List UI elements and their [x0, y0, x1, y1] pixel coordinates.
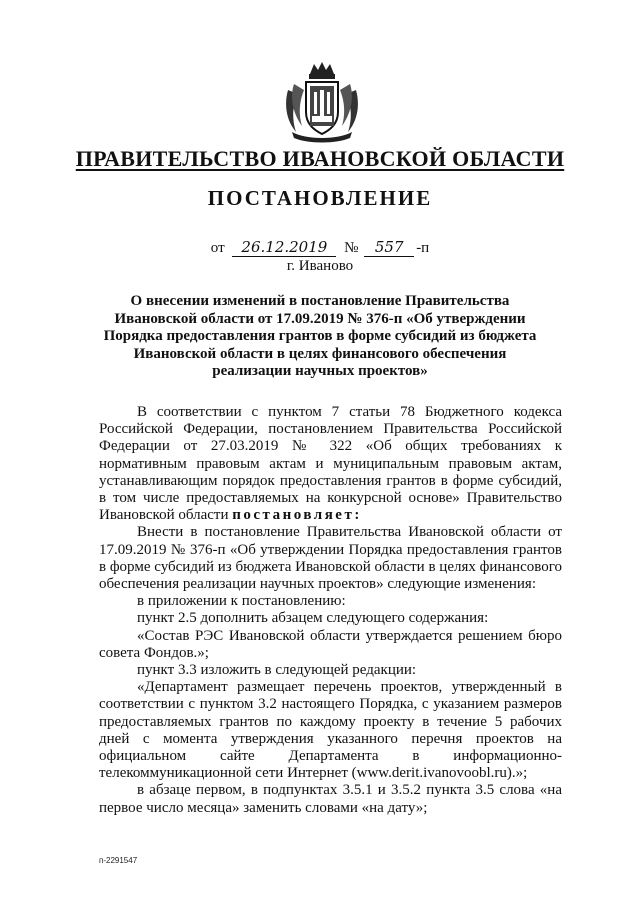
body-paragraph: пункт 3.3 изложить в следующей редакции: — [137, 662, 417, 679]
preamble-text: В соответствии с пунктом 7 статьи 78 Бюджетного кодекса Российской Федерации, постановлением Правительства Российской Федерации от 27.03.2019 № 322 «Об общих требованиях к нормативным правовым актам и муниципальным правовым актам, устанавливающим порядок предоставления грантов в форме субсидий, в том числе предоставляемых на конкурсной основе» Правительство Ивановской области — [99, 404, 562, 524]
body-paragraph: Внести в постановление Правительства Ивановской области от 17.09.2019 № 376-п «Об утверждении Порядка предоставления грантов в форме субсидий из бюджета Ивановской области в целях финансового обеспечения реализации научных проектов» следующие изменения: — [99, 524, 562, 593]
number-label: № — [344, 240, 359, 256]
subject-line: О внесении изменений в постановление Правительства — [130, 293, 510, 309]
subject-line: реализации научных проектов» — [212, 363, 428, 379]
date-number-line — [0, 238, 640, 257]
body-paragraph: в абзаце первом, в подпунктах 3.5.1 и 3.5.2 пункта 3.5 слова «на первое число месяца» заменить словами «на дату»; — [99, 782, 562, 816]
document-code: п-2291547 — [99, 856, 138, 865]
body-paragraph: в приложении к постановлению: — [137, 593, 346, 610]
subject-line: Ивановской области от 17.09.2019 № 376-п «Об утверждении — [114, 310, 526, 327]
handwritten-number: 557 — [364, 238, 414, 257]
handwritten-date: 26.12.2019 — [232, 238, 336, 257]
document-type: ПОСТАНОВЛЕНИЕ — [207, 186, 433, 210]
body-paragraph — [99, 404, 562, 524]
document-subject — [100, 293, 540, 381]
ivanovo-coat-of-arms-icon — [282, 60, 362, 144]
body-paragraph: пункт 2.5 дополнить абзацем следующего содержания: — [137, 610, 489, 627]
document-body — [99, 404, 562, 817]
number-suffix: -п — [416, 240, 430, 256]
government-title: ПРАВИТЕЛЬСТВО ИВАНОВСКОЙ ОБЛАСТИ — [75, 146, 565, 171]
city-name: г. Иваново — [286, 258, 354, 274]
body-paragraph: «Департамент размещает перечень проектов, утвержденный в соответствии с пунктом 3.2 настоящего Порядка, с указанием размеров предоставляемых грантов по каждому проекту в течение 5 рабочих дней с момента утверждения указанного перечня проектов на официальном сайте Департамента в информационно-телекоммуникационной сети Интернет (www.derit.ivanovoobl.ru).»; — [99, 679, 562, 782]
subject-line: Порядка предоставления грантов в форме субсидий из бюджета — [103, 328, 537, 344]
date-prefix: от — [210, 240, 225, 256]
subject-line: Ивановской области в целях финансового обеспечения — [133, 345, 507, 362]
body-paragraph: «Состав РЭС Ивановской области утверждается решением бюро совета Фондов.»; — [99, 627, 562, 661]
resolves-keyword: постановляет: — [232, 507, 362, 524]
